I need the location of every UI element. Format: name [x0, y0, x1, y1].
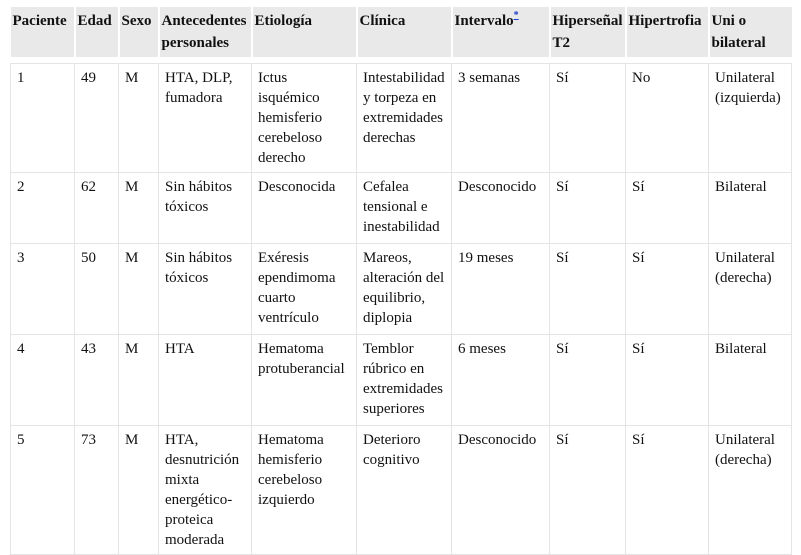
- header-clinica: Clínica: [357, 7, 452, 57]
- cell-etiologia: Ictus isquémico hemisferio cerebeloso derecho: [252, 64, 357, 173]
- cell-paciente: 1: [11, 64, 75, 173]
- cell-hipertrofia: No: [626, 64, 709, 173]
- header-hipersenal: Hiperseñal T2: [550, 7, 626, 57]
- cell-sexo: M: [119, 173, 159, 244]
- header-uni-bilateral: Uni o bilateral: [709, 7, 792, 57]
- table-row: [11, 244, 792, 335]
- cell-sexo: M: [119, 335, 159, 426]
- cell-antecedentes: HTA, DLP, fumadora: [159, 64, 252, 173]
- cell-edad: 73: [75, 426, 119, 555]
- cell-sexo: M: [119, 244, 159, 335]
- cell-intervalo: Desconocido: [452, 426, 550, 555]
- cell-clinica: Intestabilidad y torpeza en extremidades derechas: [357, 64, 452, 173]
- cell-paciente: 2: [11, 173, 75, 244]
- cell-hipersenal: Sí: [550, 335, 626, 426]
- cell-clinica: Deterioro cognitivo: [357, 426, 452, 555]
- cell-etiologia: Desconocida: [252, 173, 357, 244]
- table-row: [11, 335, 792, 426]
- cell-hipertrofia: Sí: [626, 426, 709, 555]
- cell-sexo: M: [119, 64, 159, 173]
- cell-hipersenal: Sí: [550, 173, 626, 244]
- cell-uni-bilateral: Unilateral (izquierda): [709, 64, 792, 173]
- table-header: [11, 7, 792, 64]
- cell-intervalo: 19 meses: [452, 244, 550, 335]
- cell-intervalo: Desconocido: [452, 173, 550, 244]
- table-row: [11, 426, 792, 555]
- footnote-link[interactable]: *: [513, 10, 519, 21]
- cell-sexo: M: [119, 426, 159, 555]
- cell-edad: 50: [75, 244, 119, 335]
- table-row: [11, 173, 792, 244]
- cell-edad: 49: [75, 64, 119, 173]
- cell-hipersenal: Sí: [550, 244, 626, 335]
- cell-clinica: Cefalea tensional e inestabilidad: [357, 173, 452, 244]
- cell-etiologia: Hematoma protuberancial: [252, 335, 357, 426]
- cell-paciente: 4: [11, 335, 75, 426]
- cell-hipersenal: Sí: [550, 426, 626, 555]
- cell-paciente: 5: [11, 426, 75, 555]
- cell-hipertrofia: Sí: [626, 244, 709, 335]
- cell-uni-bilateral: Unilateral (derecha): [709, 426, 792, 555]
- header-edad: Edad: [75, 7, 119, 57]
- cell-uni-bilateral: Bilateral: [709, 335, 792, 426]
- header-intervalo: [452, 7, 550, 57]
- cell-antecedentes: HTA: [159, 335, 252, 426]
- header-antecedentes: Antecedentes personales: [159, 7, 252, 57]
- cell-paciente: 3: [11, 244, 75, 335]
- cell-edad: 62: [75, 173, 119, 244]
- cell-intervalo: 3 semanas: [452, 64, 550, 173]
- cell-hipertrofia: Sí: [626, 335, 709, 426]
- cell-clinica: Temblor rúbrico en extremidades superiores: [357, 335, 452, 426]
- header-paciente: Paciente: [11, 7, 75, 57]
- header-row: [11, 7, 792, 57]
- cell-antecedentes: Sin hábitos tóxicos: [159, 173, 252, 244]
- header-intervalo-label: Intervalo: [454, 13, 514, 29]
- patients-table: [10, 7, 792, 555]
- cell-hipertrofia: Sí: [626, 173, 709, 244]
- cell-intervalo: 6 meses: [452, 335, 550, 426]
- header-sexo: Sexo: [119, 7, 159, 57]
- header-etiologia: Etiología: [252, 7, 357, 57]
- cell-antecedentes: HTA, desnutrición mixta energético-proteica moderada: [159, 426, 252, 555]
- header-hipertrofia: Hipertrofia: [626, 7, 709, 57]
- cell-uni-bilateral: Bilateral: [709, 173, 792, 244]
- cell-clinica: Mareos, alteración del equilibrio, diplopia: [357, 244, 452, 335]
- cell-edad: 43: [75, 335, 119, 426]
- table-body: [11, 64, 792, 555]
- table-row: [11, 64, 792, 173]
- cell-hipersenal: Sí: [550, 64, 626, 173]
- cell-uni-bilateral: Unilateral (derecha): [709, 244, 792, 335]
- cell-etiologia: Exéresis ependimoma cuarto ventrículo: [252, 244, 357, 335]
- cell-antecedentes: Sin hábitos tóxicos: [159, 244, 252, 335]
- cell-etiologia: Hematoma hemisferio cerebeloso izquierdo: [252, 426, 357, 555]
